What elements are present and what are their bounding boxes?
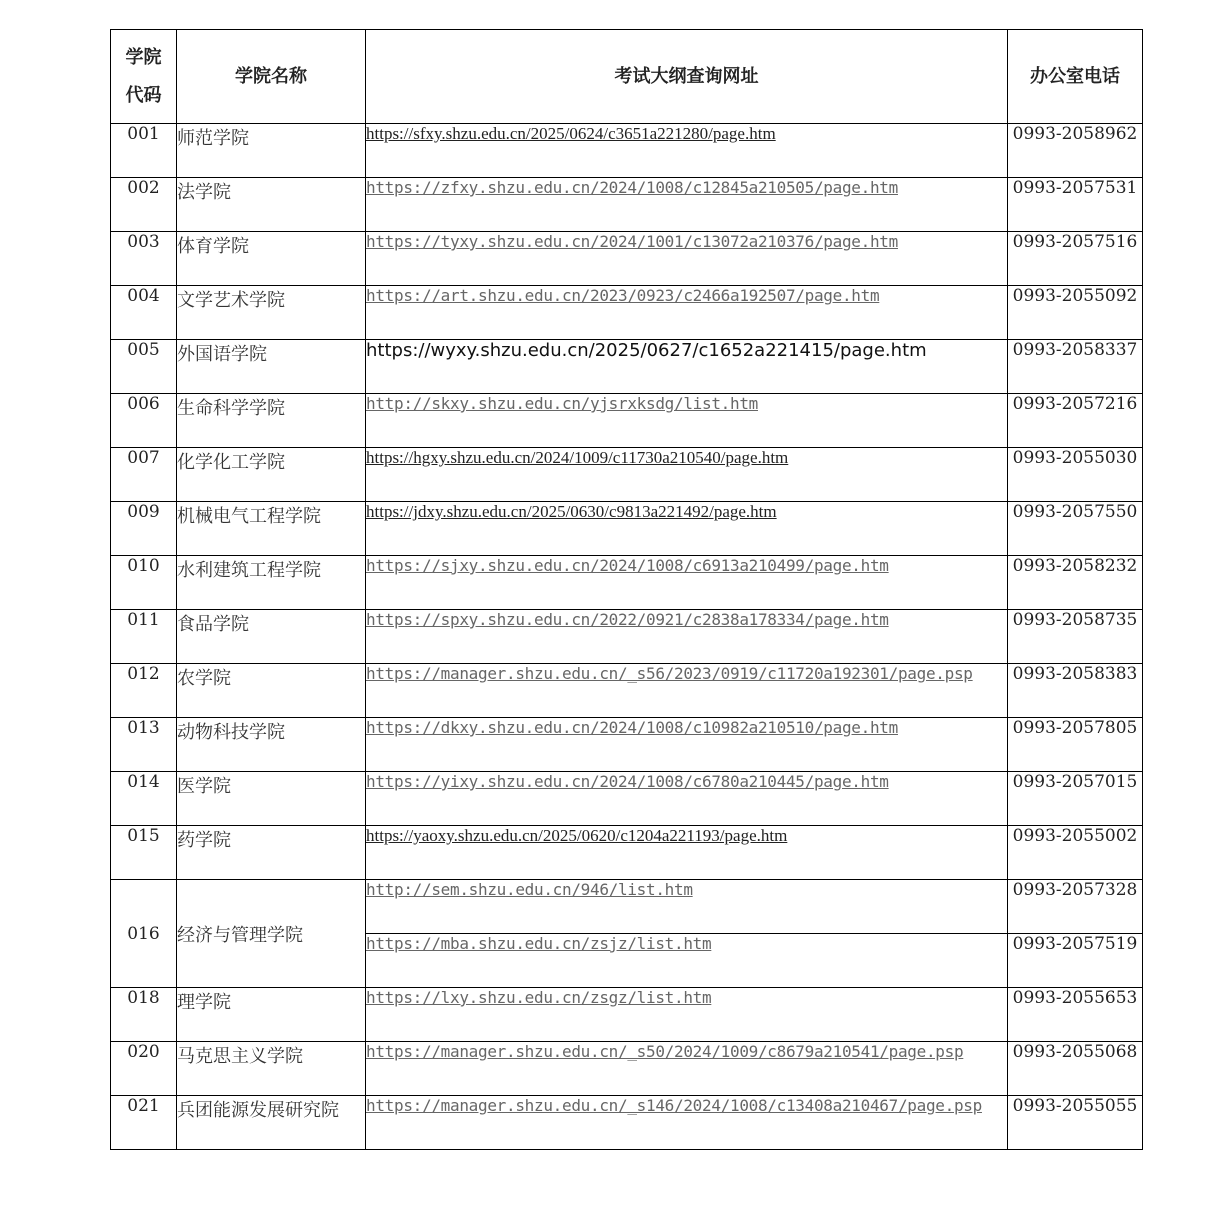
syllabus-url-cell [366,1042,1008,1096]
syllabus-link[interactable]: https://dkxy.shzu.edu.cn/2024/1008/c10982a210510/page.htm [366,718,898,737]
syllabus-link[interactable]: https://hgxy.shzu.edu.cn/2024/1009/c11730a210540/page.htm [366,448,789,467]
college-code-cell: 021 [111,1096,177,1150]
college-name-cell: 经济与管理学院 [177,880,366,988]
syllabus-url-cell [366,1096,1008,1150]
college-name-cell: 农学院 [177,664,366,718]
college-code-cell: 018 [111,988,177,1042]
office-phone-cell: 0993-2057216 [1008,394,1143,448]
syllabus-url-cell [366,232,1008,286]
office-phone-cell: 0993-2055055 [1008,1096,1143,1150]
office-phone-cell: 0993-2057516 [1008,232,1143,286]
header-office-phone: 办公室电话 [1008,30,1143,124]
college-code-cell: 011 [111,610,177,664]
syllabus-url-cell [366,556,1008,610]
college-name-cell: 外国语学院 [177,340,366,394]
table-row [111,556,1143,610]
office-phone-cell: 0993-2057519 [1008,934,1143,988]
syllabus-link[interactable]: https://wyxy.shzu.edu.cn/2025/0627/c1652a221415/page.htm [366,340,927,361]
syllabus-link[interactable]: https://spxy.shzu.edu.cn/2022/0921/c2838a178334/page.htm [366,610,889,629]
table-row [111,718,1143,772]
syllabus-url-cell [366,502,1008,556]
syllabus-link[interactable]: https://sfxy.shzu.edu.cn/2025/0624/c3651a221280/page.htm [366,124,776,143]
table-body [111,124,1143,1150]
table-row [111,610,1143,664]
college-code-cell: 004 [111,286,177,340]
college-code-cell: 010 [111,556,177,610]
college-name-cell: 体育学院 [177,232,366,286]
syllabus-link[interactable]: https://tyxy.shzu.edu.cn/2024/1001/c13072a210376/page.htm [366,232,898,251]
office-phone-cell: 0993-2055653 [1008,988,1143,1042]
syllabus-url-cell [366,880,1008,934]
college-code-cell: 005 [111,340,177,394]
office-phone-cell: 0993-2058735 [1008,610,1143,664]
college-name-cell: 文学艺术学院 [177,286,366,340]
table-header-row [111,30,1143,124]
header-college-name: 学院名称 [177,30,366,124]
college-code-cell: 006 [111,394,177,448]
college-name-cell: 马克思主义学院 [177,1042,366,1096]
college-code-cell: 001 [111,124,177,178]
office-phone-cell: 0993-2058962 [1008,124,1143,178]
syllabus-link[interactable]: http://skxy.shzu.edu.cn/yjsrxksdg/list.htm [366,394,758,413]
office-phone-cell: 0993-2057805 [1008,718,1143,772]
college-name-cell: 理学院 [177,988,366,1042]
table-row [111,772,1143,826]
syllabus-url-cell [366,664,1008,718]
table-row [111,124,1143,178]
syllabus-url-cell [366,124,1008,178]
office-phone-cell: 0993-2057531 [1008,178,1143,232]
table-row [111,1042,1143,1096]
college-code-cell: 002 [111,178,177,232]
syllabus-url-cell [366,610,1008,664]
syllabus-url-cell [366,448,1008,502]
office-phone-cell: 0993-2055030 [1008,448,1143,502]
office-phone-cell: 0993-2055002 [1008,826,1143,880]
college-name-cell: 化学化工学院 [177,448,366,502]
college-name-cell: 机械电气工程学院 [177,502,366,556]
syllabus-link[interactable]: https://yaoxy.shzu.edu.cn/2025/0620/c1204a221193/page.htm [366,826,788,845]
college-code-cell: 012 [111,664,177,718]
syllabus-link[interactable]: https://art.shzu.edu.cn/2023/0923/c2466a192507/page.htm [366,286,880,305]
syllabus-link[interactable]: https://jdxy.shzu.edu.cn/2025/0630/c9813a221492/page.htm [366,502,777,521]
office-phone-cell: 0993-2057550 [1008,502,1143,556]
college-code-cell: 015 [111,826,177,880]
table-row [111,880,1143,934]
college-code-cell: 013 [111,718,177,772]
college-name-cell: 兵团能源发展研究院 [177,1096,366,1150]
office-phone-cell: 0993-2055092 [1008,286,1143,340]
syllabus-url-cell [366,178,1008,232]
table-row [111,448,1143,502]
office-phone-cell: 0993-2058383 [1008,664,1143,718]
college-code-cell: 020 [111,1042,177,1096]
syllabus-url-cell [366,772,1008,826]
table-row [111,1096,1143,1150]
college-name-cell: 法学院 [177,178,366,232]
office-phone-cell: 0993-2057328 [1008,880,1143,934]
office-phone-cell: 0993-2055068 [1008,1042,1143,1096]
college-name-cell: 药学院 [177,826,366,880]
college-code-cell: 014 [111,772,177,826]
college-name-cell: 动物科技学院 [177,718,366,772]
table-row [111,340,1143,394]
syllabus-url-cell [366,286,1008,340]
office-phone-cell: 0993-2058232 [1008,556,1143,610]
syllabus-url-cell [366,340,1008,394]
syllabus-url-cell [366,718,1008,772]
college-code-cell: 016 [111,880,177,988]
table-row [111,664,1143,718]
college-code-cell: 007 [111,448,177,502]
syllabus-url-cell [366,934,1008,988]
syllabus-link[interactable]: https://zfxy.shzu.edu.cn/2024/1008/c12845a210505/page.htm [366,178,898,197]
table-row [111,988,1143,1042]
college-table [110,29,1143,1150]
syllabus-url-cell [366,826,1008,880]
syllabus-link[interactable]: https://manager.shzu.edu.cn/_s50/2024/1009/c8679a210541/page.psp [366,1042,964,1061]
college-code-cell: 009 [111,502,177,556]
syllabus-link[interactable]: https://manager.shzu.edu.cn/_s146/2024/1008/c13408a210467/page.psp [366,1096,982,1115]
table-row [111,394,1143,448]
syllabus-link[interactable]: https://lxy.shzu.edu.cn/zsgz/list.htm [366,988,712,1007]
college-code-cell: 003 [111,232,177,286]
header-college-code: 学院代码 [111,30,177,124]
syllabus-url-cell [366,988,1008,1042]
table-row [111,232,1143,286]
syllabus-link[interactable]: https://manager.shzu.edu.cn/_s56/2023/0919/c11720a192301/page.psp [366,664,973,683]
table-row [111,178,1143,232]
syllabus-link[interactable]: https://sjxy.shzu.edu.cn/2024/1008/c6913a210499/page.htm [366,556,889,575]
college-name-cell: 食品学院 [177,610,366,664]
table-row [111,826,1143,880]
college-name-cell: 师范学院 [177,124,366,178]
office-phone-cell: 0993-2057015 [1008,772,1143,826]
table-row [111,502,1143,556]
office-phone-cell: 0993-2058337 [1008,340,1143,394]
syllabus-link[interactable]: http://sem.shzu.edu.cn/946/list.htm [366,880,693,899]
syllabus-url-cell [366,394,1008,448]
college-name-cell: 水利建筑工程学院 [177,556,366,610]
syllabus-link[interactable]: https://mba.shzu.edu.cn/zsjz/list.htm [366,934,712,953]
table-row [111,286,1143,340]
syllabus-link[interactable]: https://yixy.shzu.edu.cn/2024/1008/c6780a210445/page.htm [366,772,889,791]
college-name-cell: 医学院 [177,772,366,826]
header-syllabus-url: 考试大纲查询网址 [366,30,1008,124]
college-name-cell: 生命科学学院 [177,394,366,448]
